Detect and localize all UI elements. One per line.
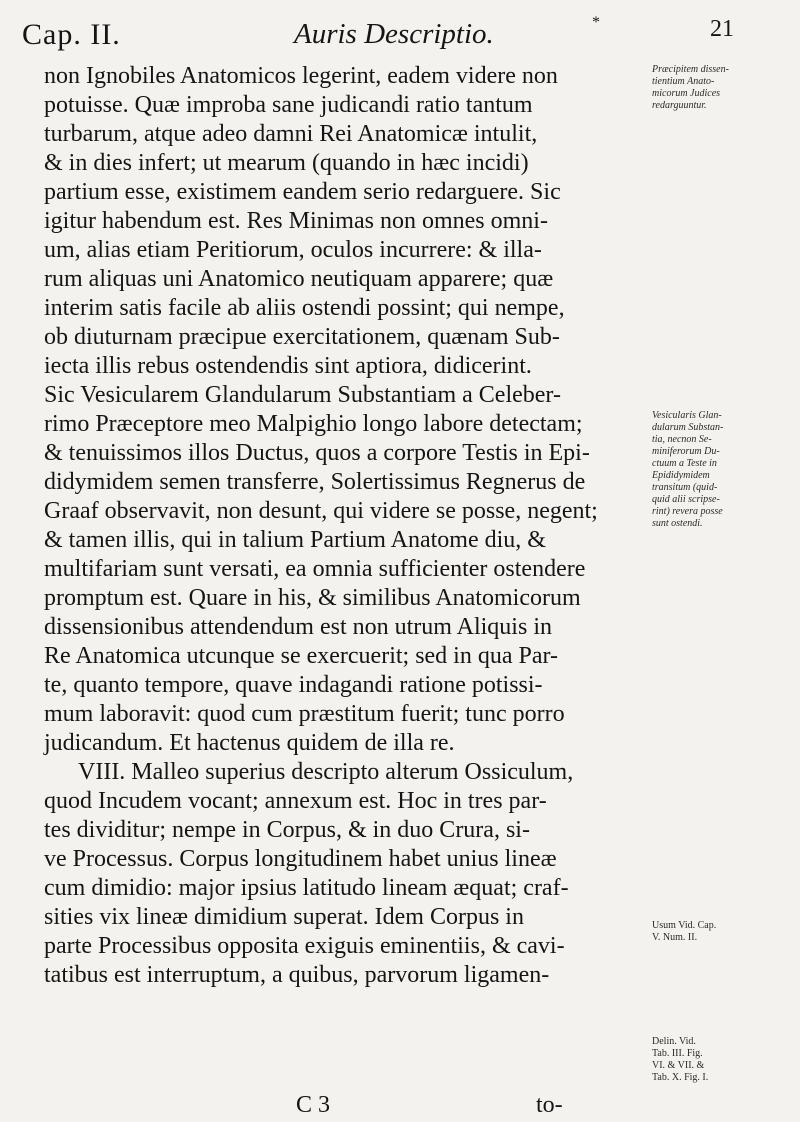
text-line: Re Anatomica utcunque se exercuerit; sed in qua Par-	[44, 643, 559, 669]
margin-note-delin	[652, 1036, 798, 1084]
margin-note-line: micorum Judices	[652, 88, 721, 99]
text-line: & tenuissimos illos Ductus, quos a corpore Testis in Epi-	[44, 440, 590, 466]
text-line: um, alias etiam Peritiorum, oculos incurrere: & illa-	[44, 237, 542, 263]
chapter-label: Cap. II.	[22, 18, 121, 51]
text-line: tes dividitur; nempe in Corpus, & in duo Crura, si-	[44, 817, 530, 843]
text-line: partium esse, existimem eandem serio redarguere. Sic	[44, 179, 561, 205]
text-line: igitur habendum est. Res Minimas non omnes omni-	[44, 208, 548, 234]
margin-note-line: rint) revera posse	[652, 506, 723, 517]
text-line: Sic Vesicularem Glandularum Substantiam a Celeber-	[44, 382, 561, 408]
margin-note-line: Epididymidem	[652, 470, 710, 481]
text-line: promptum est. Quare in his, & similibus Anatomicorum	[44, 585, 581, 611]
margin-note-line: V. Num. II.	[652, 932, 698, 943]
text-line: te, quanto tempore, quave indagandi ratione potissi-	[44, 672, 543, 698]
text-line: iecta illis rebus ostendendis sint aptiora, didicerint.	[44, 353, 532, 379]
page-number: 21	[710, 16, 734, 42]
asterisk-mark: *	[592, 14, 600, 31]
text-line: potuisse. Quæ improba sane judicandi ratio tantum	[44, 92, 533, 118]
margin-note-line: tia, necnon Se-	[652, 434, 712, 445]
page-footer	[296, 1092, 596, 1120]
catchword: to-	[536, 1092, 563, 1118]
text-line: mum laboravit: quod cum præstitum fuerit; tunc porro	[44, 701, 565, 727]
margin-note-line: Præcipitem dissen-	[652, 64, 729, 75]
text-line: multifariam sunt versati, ea omnia sufficienter ostendere	[44, 556, 586, 582]
text-line: rum aliquas uni Anatomico neutiquam apparere; quæ	[44, 266, 554, 292]
margin-note-line: Delin. Vid.	[652, 1036, 696, 1047]
margin-note-line: VI. & VII. &	[652, 1060, 705, 1071]
text-line: turbarum, atque adeo damni Rei Anatomicæ intulit,	[44, 121, 538, 147]
text-line: cum dimidio: major ipsius latitudo lineam æquat; craf-	[44, 875, 569, 901]
text-line: Graaf observavit, non desunt, qui videre se posse, negent;	[44, 498, 598, 524]
margin-note-line: transitum (quid-	[652, 482, 718, 493]
margin-note-line: Tab. X. Fig. I.	[652, 1072, 709, 1083]
margin-note-vesicularis	[652, 410, 798, 530]
main-text	[44, 62, 644, 990]
text-line: interim satis facile ab aliis ostendi possint; qui nempe,	[44, 295, 565, 321]
signature-mark: C 3	[296, 1092, 331, 1118]
margin-note-line: redarguuntur.	[652, 100, 707, 111]
text-line: ob diuturnam præcipue exercitationem, quænam Sub-	[44, 324, 560, 350]
margin-note-line: Usum Vid. Cap.	[652, 920, 717, 931]
text-line: non Ignobiles Anatomicos legerint, eadem videre non	[44, 63, 558, 89]
text-line: & in dies infert; ut mearum (quando in hæc incidi)	[44, 150, 529, 176]
text-line: dissensionibus attendendum est non utrum Aliquis in	[44, 614, 552, 640]
margin-note-line: quid alii scripse-	[652, 494, 720, 505]
margin-note-line: sunt ostendi.	[652, 518, 703, 529]
text-line: & tamen illis, qui in talium Partium Anatome diu, &	[44, 527, 546, 553]
margin-note-line: ctuum a Teste in	[652, 458, 717, 469]
margin-note-judices	[652, 64, 798, 112]
text-line: rimo Præceptore meo Malpighio longo labore detectam;	[44, 411, 583, 437]
running-header	[22, 14, 782, 54]
margin-note-line: tientium Anato-	[652, 76, 715, 87]
margin-note-line: Vesicularis Glan-	[652, 410, 722, 421]
margin-note-line: miniferorum Du-	[652, 446, 720, 457]
text-line: ve Processus. Corpus longitudinem habet unius lineæ	[44, 846, 557, 872]
text-line: didymidem semen transferre, Solertissimus Regnerus de	[44, 469, 586, 495]
text-line: tatibus est interruptum, a quibus, parvorum ligamen-	[44, 962, 550, 988]
section-heading-line: VIII. Malleo superius descripto alterum Ossiculum,	[78, 759, 574, 785]
text-line: parte Processibus opposita exiguis eminentiis, & cavi-	[44, 933, 565, 959]
text-line: judicandum. Et hactenus quidem de illa re.	[44, 730, 455, 756]
text-line: sities vix lineæ dimidium superat. Idem Corpus in	[44, 904, 524, 930]
running-title: Auris Descriptio.	[294, 18, 494, 50]
margin-note-line: dularum Substan-	[652, 422, 724, 433]
margin-note-usum	[652, 920, 798, 944]
margin-note-line: Tab. III. Fig.	[652, 1048, 703, 1059]
text-line: quod Incudem vocant; annexum est. Hoc in tres par-	[44, 788, 547, 814]
